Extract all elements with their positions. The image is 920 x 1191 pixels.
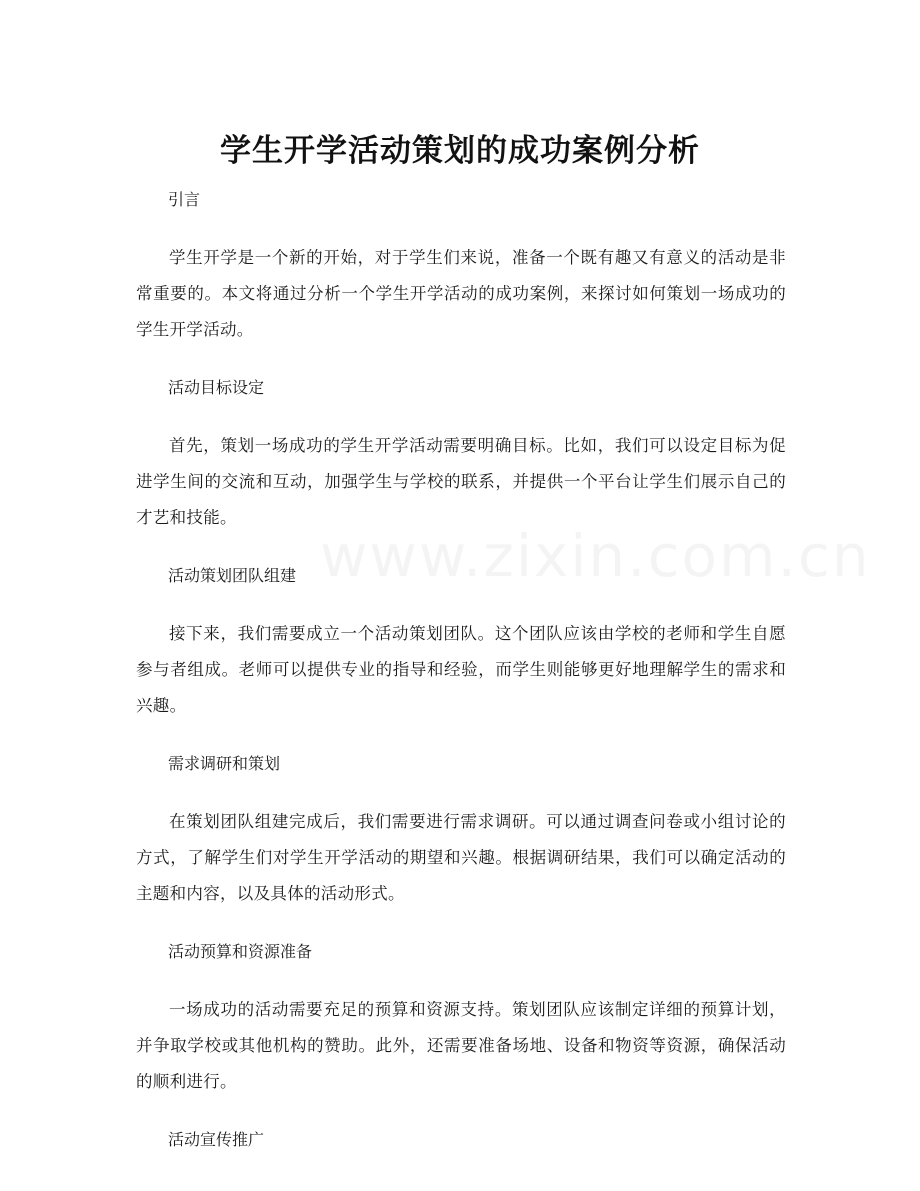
section-paragraph-goals: 首先，策划一场成功的学生开学活动需要明确目标。比如，我们可以设定目标为促进学生间的交流和互动，加强学生与学校的联系，并提供一个平台让学生们展示自己的才艺和技能。 (136, 436, 786, 527)
section-paragraph-intro: 学生开学是一个新的开始，对于学生们来说，准备一个既有趣又有意义的活动是非常重要的。本文将通过分析一个学生开学活动的成功案例，来探讨如何策划一场成功的学生开学活动。 (136, 248, 786, 339)
section-heading-team: 活动策划团队组建 (168, 566, 297, 585)
page-title: 学生开学活动策划的成功案例分析 (220, 132, 700, 169)
section-heading-budget: 活动预算和资源准备 (168, 942, 313, 961)
section-heading-goals: 活动目标设定 (168, 378, 265, 397)
section-paragraph-team: 接下来，我们需要成立一个活动策划团队。这个团队应该由学校的老师和学生自愿参与者组成。老师可以提供专业的指导和经验，而学生则能够更好地理解学生的需求和兴趣。 (136, 624, 786, 715)
section-heading-promotion: 活动宣传推广 (168, 1130, 265, 1149)
section-paragraph-research: 在策划团队组建完成后，我们需要进行需求调研。可以通过调查问卷或小组讨论的方式，了解学生们对学生开学活动的期望和兴趣。根据调研结果，我们可以确定活动的主题和内容，以及具体的活动形式。 (136, 812, 786, 903)
section-heading-intro: 引言 (168, 190, 201, 209)
section-paragraph-budget: 一场成功的活动需要充足的预算和资源支持。策划团队应该制定详细的预算计划，并争取学校或其他机构的赞助。此外，还需要准备场地、设备和物资等资源，确保活动的顺利进行。 (136, 1000, 786, 1091)
document-body (136, 182, 786, 1180)
section-heading-research: 需求调研和策划 (168, 754, 281, 773)
